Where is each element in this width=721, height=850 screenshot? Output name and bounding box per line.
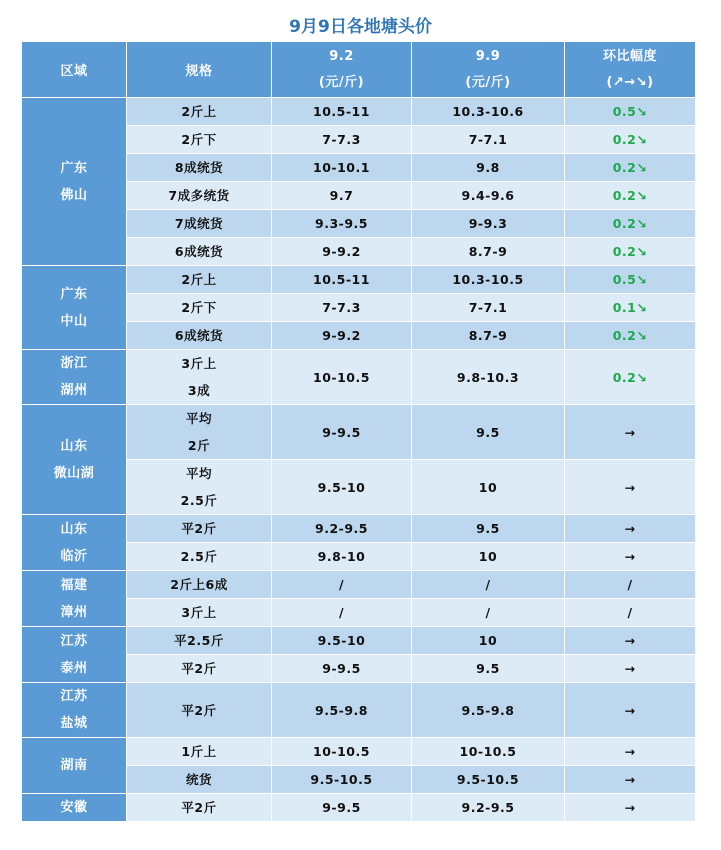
region-cell [22, 515, 127, 571]
region-cell [22, 738, 127, 794]
change-cell: 0.5↘ [565, 266, 696, 294]
region-label: 福建 [60, 577, 88, 593]
price-9-2-cell: 7-7.3 [272, 294, 412, 322]
region-cell [22, 627, 127, 683]
change-cell: → [565, 627, 696, 655]
table-row [22, 794, 696, 822]
table-row [22, 571, 696, 599]
spec-cell [127, 98, 272, 126]
region-cell [22, 266, 127, 350]
region-cell [22, 571, 127, 627]
price-9-9-cell: / [412, 599, 565, 627]
change-cell: 0.2↘ [565, 182, 696, 210]
price-9-9-cell: 9.5 [412, 515, 565, 543]
spec-cell [127, 627, 272, 655]
change-cell: 0.2↘ [565, 154, 696, 182]
spec-cell [127, 599, 272, 627]
price-9-2-cell: 9.5-10 [272, 627, 412, 655]
header-date-2-label: 9.9 [475, 48, 501, 64]
spec-cell [127, 543, 272, 571]
spec-label: 2斤下 [181, 300, 217, 315]
price-9-2-cell: 9-9.2 [272, 238, 412, 266]
table-row [22, 738, 696, 766]
table-row [22, 350, 696, 405]
price-9-9-cell: / [412, 571, 565, 599]
price-9-2-cell: 10-10.1 [272, 154, 412, 182]
spec-cell [127, 266, 272, 294]
price-9-2-cell: 7-7.3 [272, 126, 412, 154]
spec-label: 8成统货 [174, 160, 224, 175]
region-label: 江苏 [60, 633, 88, 649]
price-9-2-cell: 9.3-9.5 [272, 210, 412, 238]
table-row [22, 405, 696, 460]
region-cell [22, 405, 127, 515]
price-9-2-cell: 10.5-11 [272, 266, 412, 294]
price-9-9-cell: 9.5-9.8 [412, 683, 565, 738]
spec-label: 7成多统货 [168, 188, 230, 203]
region-label: 江苏 [60, 689, 88, 704]
change-cell: → [565, 766, 696, 794]
spec-label: 平2斤 [181, 661, 217, 676]
table-row [22, 683, 696, 738]
spec-label: 平2斤 [181, 800, 217, 815]
region-label: 临沂 [60, 548, 88, 564]
region-label: 浙江 [60, 356, 88, 371]
change-cell: → [565, 683, 696, 738]
price-9-2-cell: 9-9.5 [272, 794, 412, 822]
spec-label: 6成统货 [174, 328, 224, 343]
spec-label: 2.5斤 [180, 493, 218, 508]
spec-label: 3成 [187, 383, 211, 398]
price-9-9-cell: 9.8-10.3 [412, 350, 565, 405]
region-label: 广东 [60, 160, 88, 176]
change-cell: 0.2↘ [565, 126, 696, 154]
header-change-label: 环比幅度 [602, 48, 657, 64]
spec-label: 平均 [185, 466, 212, 481]
spec-cell [127, 683, 272, 738]
change-cell: 0.5↘ [565, 98, 696, 126]
spec-cell [127, 238, 272, 266]
price-9-9-cell: 9.5 [412, 405, 565, 460]
header-date-2 [412, 42, 565, 98]
region-label: 中山 [60, 313, 88, 329]
region-label: 安徽 [60, 800, 88, 815]
price-9-9-cell: 10 [412, 460, 565, 515]
price-9-9-cell: 10-10.5 [412, 738, 565, 766]
region-cell [22, 683, 127, 738]
price-9-9-cell: 8.7-9 [412, 322, 565, 350]
header-change-legend: (↗→↘) [606, 74, 654, 90]
table-body [22, 98, 696, 822]
change-cell: / [565, 599, 696, 627]
change-cell: → [565, 794, 696, 822]
region-label: 泰州 [60, 660, 88, 676]
change-cell: 0.2↘ [565, 322, 696, 350]
spec-label: 3斤上 [181, 605, 217, 620]
region-cell [22, 350, 127, 405]
spec-cell [127, 766, 272, 794]
spec-label: 平均 [185, 411, 212, 426]
price-9-9-cell: 8.7-9 [412, 238, 565, 266]
spec-cell [127, 350, 272, 405]
header-change [565, 42, 696, 98]
region-label: 广东 [60, 286, 88, 302]
price-9-2-cell: 9.2-9.5 [272, 515, 412, 543]
region-label: 微山湖 [53, 465, 95, 481]
region-label: 湖州 [60, 383, 88, 398]
price-9-9-cell: 10 [412, 627, 565, 655]
region-label: 漳州 [60, 604, 88, 620]
price-9-2-cell: 9.7 [272, 182, 412, 210]
price-9-2-cell: 9-9.2 [272, 322, 412, 350]
price-9-2-cell: 10-10.5 [272, 738, 412, 766]
table-header-row [22, 42, 696, 98]
price-9-9-cell: 10 [412, 543, 565, 571]
spec-label: 2.5斤 [180, 549, 218, 564]
change-cell: → [565, 738, 696, 766]
spec-label: 2斤上6成 [170, 577, 228, 592]
price-9-2-cell: 9-9.5 [272, 655, 412, 683]
change-cell: / [565, 571, 696, 599]
spec-cell [127, 322, 272, 350]
price-9-2-cell: 9-9.5 [272, 405, 412, 460]
change-cell: → [565, 515, 696, 543]
spec-label: 7成统货 [174, 216, 224, 231]
change-cell: 0.2↘ [565, 210, 696, 238]
header-date-2-unit: (元/斤) [465, 74, 511, 90]
price-9-9-cell: 7-7.1 [412, 294, 565, 322]
spec-cell [127, 210, 272, 238]
change-cell: → [565, 405, 696, 460]
price-9-2-cell: 9.8-10 [272, 543, 412, 571]
price-9-9-cell: 9.8 [412, 154, 565, 182]
page-title: 9月9日各地塘头价 [289, 17, 432, 37]
region-label: 湖南 [60, 758, 88, 773]
spec-cell [127, 655, 272, 683]
spec-label: 2斤 [187, 438, 211, 453]
change-cell: → [565, 543, 696, 571]
price-9-9-cell: 7-7.1 [412, 126, 565, 154]
price-9-2-cell: 9.5-10 [272, 460, 412, 515]
spec-cell [127, 794, 272, 822]
spec-cell [127, 571, 272, 599]
price-9-9-cell: 10.3-10.5 [412, 266, 565, 294]
price-9-9-cell: 9.5 [412, 655, 565, 683]
spec-label: 平2斤 [181, 702, 217, 718]
price-9-9-cell: 10.3-10.6 [412, 98, 565, 126]
header-spec: 规格 [127, 42, 272, 98]
header-date-1-label: 9.2 [329, 48, 354, 64]
spec-cell [127, 294, 272, 322]
price-9-2-cell: 9.5-10.5 [272, 766, 412, 794]
price-9-9-cell: 9.5-10.5 [412, 766, 565, 794]
spec-cell [127, 405, 272, 460]
header-date-1-unit: (元/斤) [318, 74, 365, 90]
change-cell: 0.2↘ [565, 350, 696, 405]
table-row [22, 98, 696, 126]
spec-label: 平2.5斤 [174, 633, 224, 648]
price-9-2-cell: / [272, 599, 412, 627]
spec-cell [127, 515, 272, 543]
change-cell: → [565, 655, 696, 683]
spec-cell [127, 154, 272, 182]
spec-label: 3斤上 [181, 356, 217, 371]
header-date-1 [272, 42, 412, 98]
spec-label: 1斤上 [181, 744, 217, 759]
spec-label: 2斤上 [181, 272, 217, 287]
price-9-2-cell: 9.5-9.8 [272, 683, 412, 738]
price-9-9-cell: 9.2-9.5 [412, 794, 565, 822]
table-row [22, 266, 696, 294]
spec-label: 2斤上 [181, 104, 217, 119]
region-cell [22, 794, 127, 822]
spec-cell [127, 126, 272, 154]
table-row [22, 627, 696, 655]
region-label: 盐城 [60, 716, 88, 731]
spec-cell [127, 738, 272, 766]
spec-label: 6成统货 [174, 244, 224, 259]
spec-label: 统货 [185, 772, 212, 787]
region-label: 山东 [60, 521, 88, 537]
spec-cell [127, 460, 272, 515]
spec-cell [127, 182, 272, 210]
price-9-9-cell: 9-9.3 [412, 210, 565, 238]
header-region: 区域 [22, 42, 127, 98]
price-table [21, 41, 696, 822]
spec-label: 平2斤 [181, 521, 217, 536]
price-9-9-cell: 9.4-9.6 [412, 182, 565, 210]
region-cell [22, 98, 127, 266]
change-cell: 0.2↘ [565, 238, 696, 266]
table-row [22, 515, 696, 543]
change-cell: → [565, 460, 696, 515]
region-label: 佛山 [60, 187, 88, 203]
spec-label: 2斤下 [181, 132, 217, 147]
price-9-2-cell: 10.5-11 [272, 98, 412, 126]
price-9-2-cell: 10-10.5 [272, 350, 412, 405]
region-label: 山东 [60, 438, 88, 454]
price-9-2-cell: / [272, 571, 412, 599]
change-cell: 0.1↘ [565, 294, 696, 322]
